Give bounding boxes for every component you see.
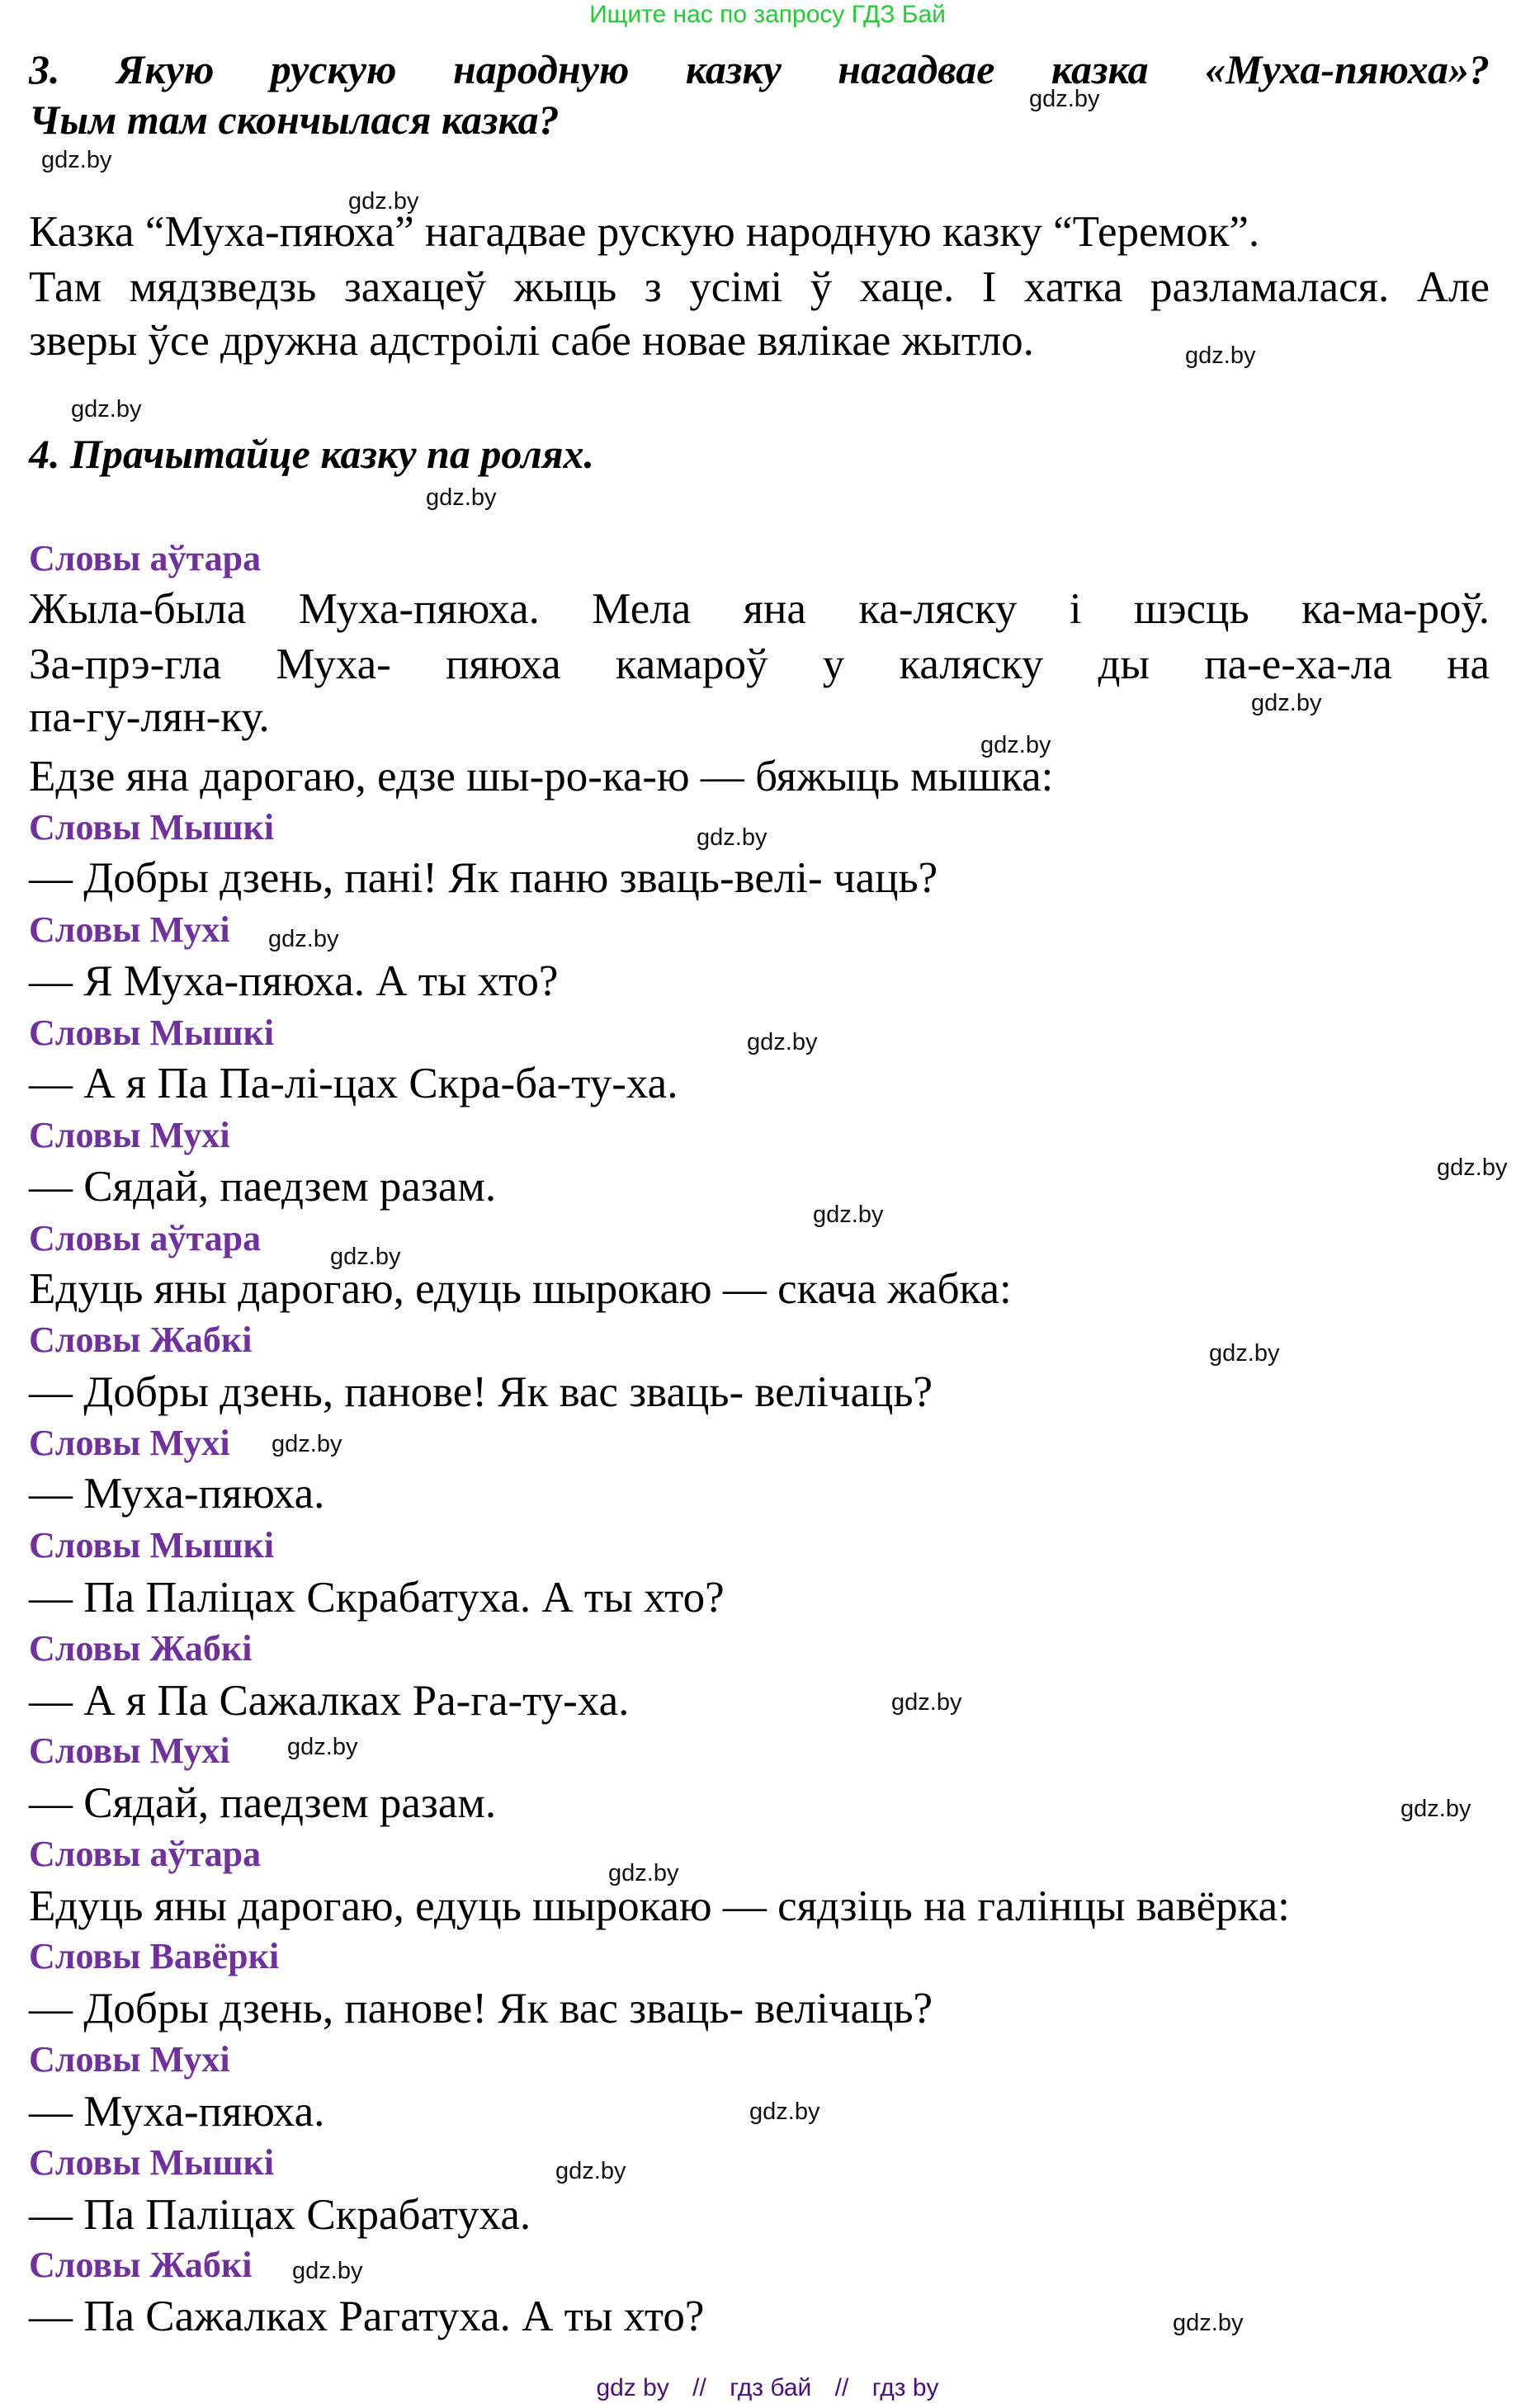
dialogue-line: — Па Паліцах Скрабатуха. А ты хто? (29, 1574, 725, 1622)
footer (0, 2372, 1535, 2405)
watermark: gdz.by (1400, 1796, 1471, 1822)
dialogue-line: — Добры дзень, панове! Як вас зваць- велічаць? (29, 1985, 933, 2033)
watermark: gdz.by (1185, 342, 1256, 369)
question-3-line-2: Чым там скончылася казка? (29, 97, 560, 143)
watermark: gdz.by (71, 396, 142, 423)
speaker-label-mouse: Словы Мышкі (29, 2142, 275, 2183)
dialogue-line: — А я Па Па-лі-цах Скра-ба-ту-ха. (29, 1060, 678, 1107)
question-4: 4. Прачытайце казку па ролях. (29, 431, 594, 477)
speaker-label-author: Словы аўтара (29, 1834, 262, 1874)
watermark: gdz.by (272, 1431, 342, 1457)
watermark: gdz.by (608, 1860, 679, 1886)
watermark: gdz.by (891, 1689, 962, 1716)
speaker-label-mouse: Словы Мышкі (29, 1013, 275, 1053)
dialogue-line: — Добры дзень, пані! Як паню зваць-велі- чаць? (29, 854, 938, 902)
speaker-label-fly: Словы Мухі (29, 2039, 230, 2080)
watermark: gdz.by (292, 2258, 363, 2284)
speaker-label-fly: Словы Мухі (29, 1115, 230, 1155)
answer-3-line-3: зверы ўсе дружна адстроілі сабе новае вялікае жытло. (29, 317, 1034, 365)
speaker-label-fly: Словы Мухі (29, 909, 230, 950)
narration-line: Едуць яны дарогаю, едуць шырокаю — скача жабка: (29, 1265, 1012, 1313)
watermark: gdz.by (41, 147, 112, 173)
speaker-label-frog: Словы Жабкі (29, 2245, 253, 2285)
watermark: gdz.by (1251, 690, 1322, 716)
speaker-label-fly: Словы Мухі (29, 1730, 230, 1771)
watermark: gdz.by (749, 2099, 820, 2125)
footer-separator: // (834, 2374, 849, 2401)
watermark: gdz.by (1029, 86, 1100, 112)
dialogue-line: — Сядай, паедзем разам. (29, 1163, 497, 1211)
speaker-label-author: Словы аўтара (29, 1218, 262, 1258)
watermark: gdz.by (1173, 2310, 1244, 2336)
watermark: gdz.by (697, 824, 768, 851)
dialogue-line: — А я Па Сажалках Ра-га-ту-ха. (29, 1677, 630, 1725)
watermark: gdz.by (426, 484, 497, 511)
watermark: gdz.by (747, 1029, 818, 1055)
narration-line: Едуць яны дарогаю, едуць шырокаю — сядзіць на галінцы вавёрка: (29, 1882, 1290, 1930)
speaker-label-mouse: Словы Мышкі (29, 807, 275, 848)
dialogue-line: — Я Муха-пяюха. А ты хто? (29, 957, 559, 1005)
footer-link-gdz-bai[interactable]: гдз бай (730, 2374, 812, 2401)
speaker-label-fly: Словы Мухі (29, 1423, 230, 1463)
watermark: gdz.by (287, 1734, 358, 1760)
question-3-line-1: 3. Якую рускую народную казку нагадвае казка «Муха-пяюха»? (29, 46, 1490, 92)
narration-line: па-гу-лян-ку. (29, 693, 270, 741)
speaker-label-mouse: Словы Мышкі (29, 1525, 275, 1565)
narration-line: Жыла-была Муха-пяюха. Мела яна ка-ляску і шэсць ка-ма-роў. (29, 585, 1490, 633)
watermark: gdz.by (348, 188, 419, 215)
footer-link-gdz-by[interactable]: gdz by (596, 2374, 669, 2401)
footer-separator: // (692, 2374, 706, 2401)
watermark: gdz.by (555, 2158, 626, 2184)
dialogue-line: — Муха-пяюха. (29, 2088, 325, 2136)
watermark: gdz.by (980, 732, 1051, 758)
narration-line: Едзе яна дарогаю, едзе шы-ро-ка-ю — бяжыць мышка: (29, 753, 1054, 800)
watermark: gdz.by (330, 1244, 401, 1270)
speaker-label-author: Словы аўтара (29, 538, 262, 578)
dialogue-line: — Сядай, паедзем разам. (29, 1779, 497, 1827)
speaker-label-frog: Словы Жабкі (29, 1628, 253, 1669)
narration-line: За-прэ-гла Муха- пяюха камароў у каляску ды па-е-ха-ла на (29, 640, 1490, 688)
watermark: gdz.by (1437, 1154, 1508, 1181)
speaker-label-frog: Словы Жабкі (29, 1320, 253, 1360)
dialogue-line: — Па Паліцах Скрабатуха. (29, 2191, 531, 2239)
watermark: gdz.by (268, 926, 339, 952)
dialogue-line: — Добры дзень, панове! Як вас зваць- велічаць? (29, 1368, 933, 1416)
answer-3-line-1: Казка “Муха-пяюха” нагадвае рускую народную казку “Теремок”. (29, 208, 1260, 256)
search-banner: Ищите нас по запросу ГДЗ Бай (589, 1, 946, 28)
speaker-label-squirrel: Словы Вавёркі (29, 1936, 280, 1976)
dialogue-line: — Муха-пяюха. (29, 1470, 325, 1518)
answer-3-line-2: Там мядзведзь захацеў жыць з усімі ў хаце. І хатка разламалася. Але (29, 263, 1490, 311)
dialogue-line: — Па Сажалках Рагатуха. А ты хто? (29, 2292, 705, 2340)
watermark: gdz.by (813, 1202, 884, 1228)
watermark: gdz.by (1209, 1340, 1280, 1367)
footer-link-gdz-by-cyr[interactable]: гдз by (871, 2374, 939, 2401)
